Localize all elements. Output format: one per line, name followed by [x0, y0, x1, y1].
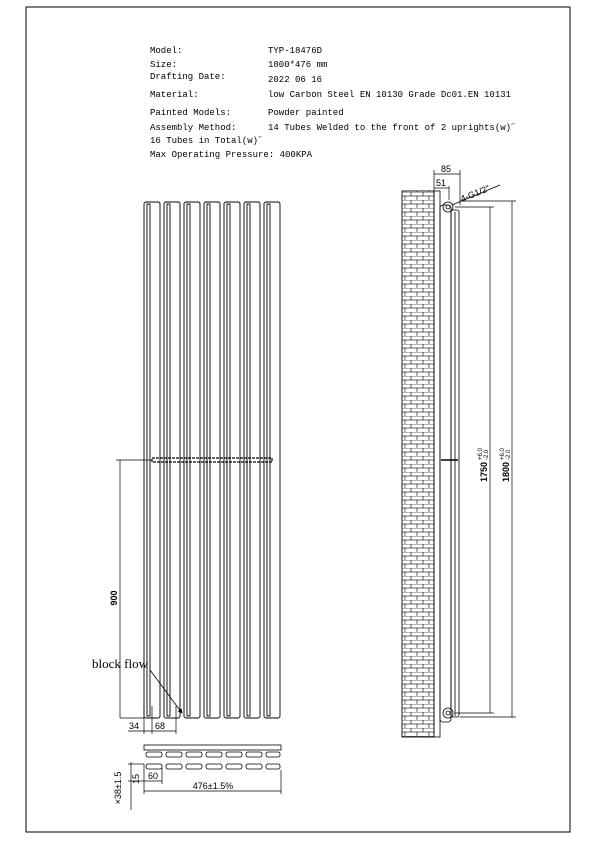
- spec-painted-value: Powder painted: [268, 108, 344, 118]
- plan-tubes: [146, 752, 280, 769]
- spec-material-value: low Carbon Steel EN 10130 Grade Dc01.EN 10131: [268, 90, 512, 100]
- dim-85-label: 85: [441, 164, 452, 174]
- dim-51-label: 51: [436, 178, 447, 188]
- spec-model-label: Model:: [150, 46, 183, 56]
- spec-painted-label: Painted Models:: [150, 108, 232, 118]
- dim-1750-tol-up: +6.0: [478, 448, 484, 460]
- block-flow-label: block flow: [92, 656, 148, 671]
- dim-1750-label: 1750: [479, 461, 489, 483]
- dim-width-label: 476±1.5%: [192, 781, 234, 791]
- dim-900-label: 900: [109, 590, 119, 606]
- front-tubes: [144, 202, 280, 718]
- dim-1800-tol-dn: -2.0: [506, 449, 512, 460]
- spec-date-value: 2022 06 16: [268, 75, 323, 85]
- spec-assembly-value: 14 Tubes Welded to the front of 2 uprights(w)˝: [268, 123, 517, 133]
- dim-tube-diameter-label: ×38±1.5: [113, 771, 123, 805]
- dim-15-label: 15: [131, 773, 141, 785]
- spec-size-value: 1800*476 mm: [268, 60, 328, 70]
- spec-size-label: Size:: [150, 60, 178, 70]
- spec-pressure: Max Operating Pressure: 400KPA: [150, 150, 313, 160]
- dim-1800: [500, 447, 512, 482]
- spec-date-label: Drafting Date:: [150, 72, 226, 82]
- spec-tubes-total: 16 Tubes in Total(w)˝: [150, 136, 264, 146]
- front-view: [92, 202, 280, 734]
- dim-60-label: 60: [148, 771, 159, 781]
- spec-assembly-label: Assembly Method:: [150, 123, 237, 133]
- brick-wall: [402, 191, 434, 737]
- side-radiator: [440, 202, 459, 722]
- block-flow-leader: [150, 670, 182, 713]
- side-view: [402, 164, 516, 737]
- dim-1750-tol-dn: -2.0: [484, 449, 490, 460]
- spec-material-label: Material:: [150, 90, 199, 100]
- thread-label: 4-G1/2": [459, 183, 492, 204]
- dim-1800-tol-up: +6.0: [500, 448, 506, 460]
- spec-model-value: TYP-18476D: [268, 46, 323, 56]
- plan-view: [113, 745, 281, 810]
- dim-1750: [478, 447, 490, 482]
- dim-68-label: 68: [155, 721, 166, 731]
- dim-34-label: 34: [129, 721, 140, 731]
- dim-1800-label: 1800: [501, 461, 511, 483]
